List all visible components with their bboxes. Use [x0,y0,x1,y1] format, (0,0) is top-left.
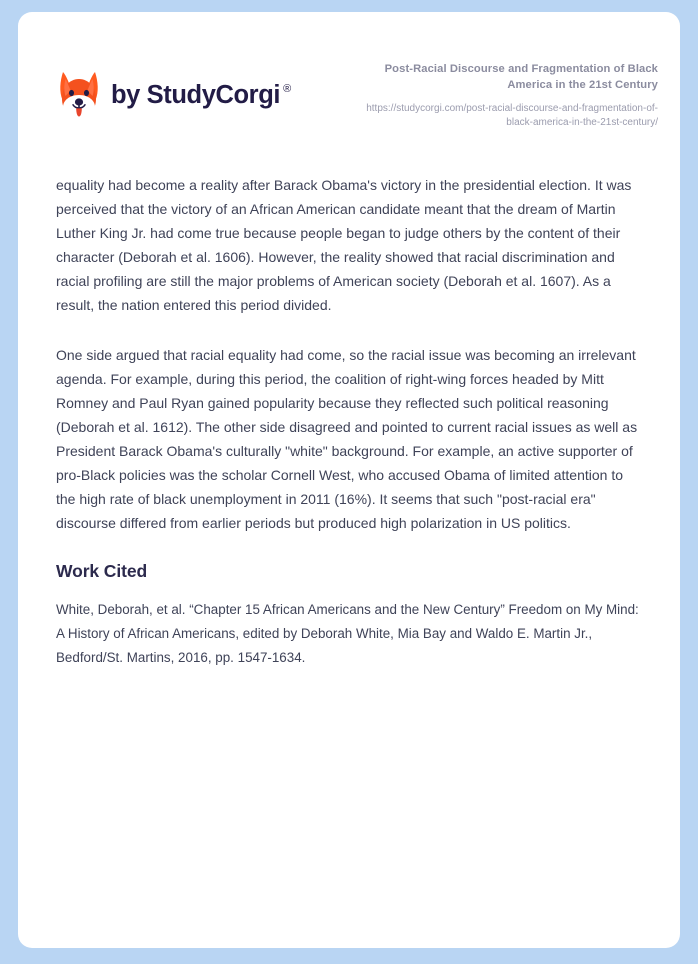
citation-entry: White, Deborah, et al. “Chapter 15 African Americans and the New Century” Freedom on My Mind: A History of African Americans, edited by Deborah White, Mia Bay and Waldo E. Martin Jr., Bedford/St. Martins, 2016, pp. 1547-1634. [56,601,639,665]
body-paragraph: equality had become a reality after Barack Obama's victory in the presidential election. It was perceived that the victory of an African American candidate meant that the dream of Martin Luther King Jr. had come true because people began to judge others by the content of their character (Deborah et al. 1606). However, the reality showed that racial discrimination and racial profiling are still the major problems of American society (Deborah et al. 1607). As a result, the nation entered this period divided. [56,176,632,313]
document-meta [346,60,658,131]
body-paragraph: One side argued that racial equality had come, so the racial issue was becoming an irrelevant agenda. For example, during this period, the coalition of right-wing forces headed by Mitt Romney and Paul Ryan gained popularity because they reflected such political reasoning (Deborah et al. 1612). The other side disagreed and pointed to current racial issues as well as President Barack Obama's culturally "white" background. For example, an active supporter of pro-Black policies was the scholar Cornell West, who accused Obama of limited attention to the high rate of black unemployment in 2011 (16%). It seems that such "post-racial era" discourse differed from earlier periods but produced high polarization in US politics. [56,346,638,531]
brand-wordmark-text: by StudyCorgi [111,80,281,109]
document-page-card [18,12,680,948]
document-header [18,12,680,131]
document-body [18,173,680,670]
works-cited-heading: Work Cited [56,560,148,581]
source-url[interactable]: https://studycorgi.com/post-racial-discourse-and-fragmentation-of-black-america-in-the-21st-century/ [366,102,658,129]
corgi-logo-icon [56,69,102,121]
brand-wordmark [111,80,291,109]
page-title: Post-Racial Discourse and Fragmentation of Black America in the 21st Century [384,63,658,91]
registered-trademark-icon: ® [283,82,291,95]
studycorgi-brand[interactable] [56,69,291,121]
